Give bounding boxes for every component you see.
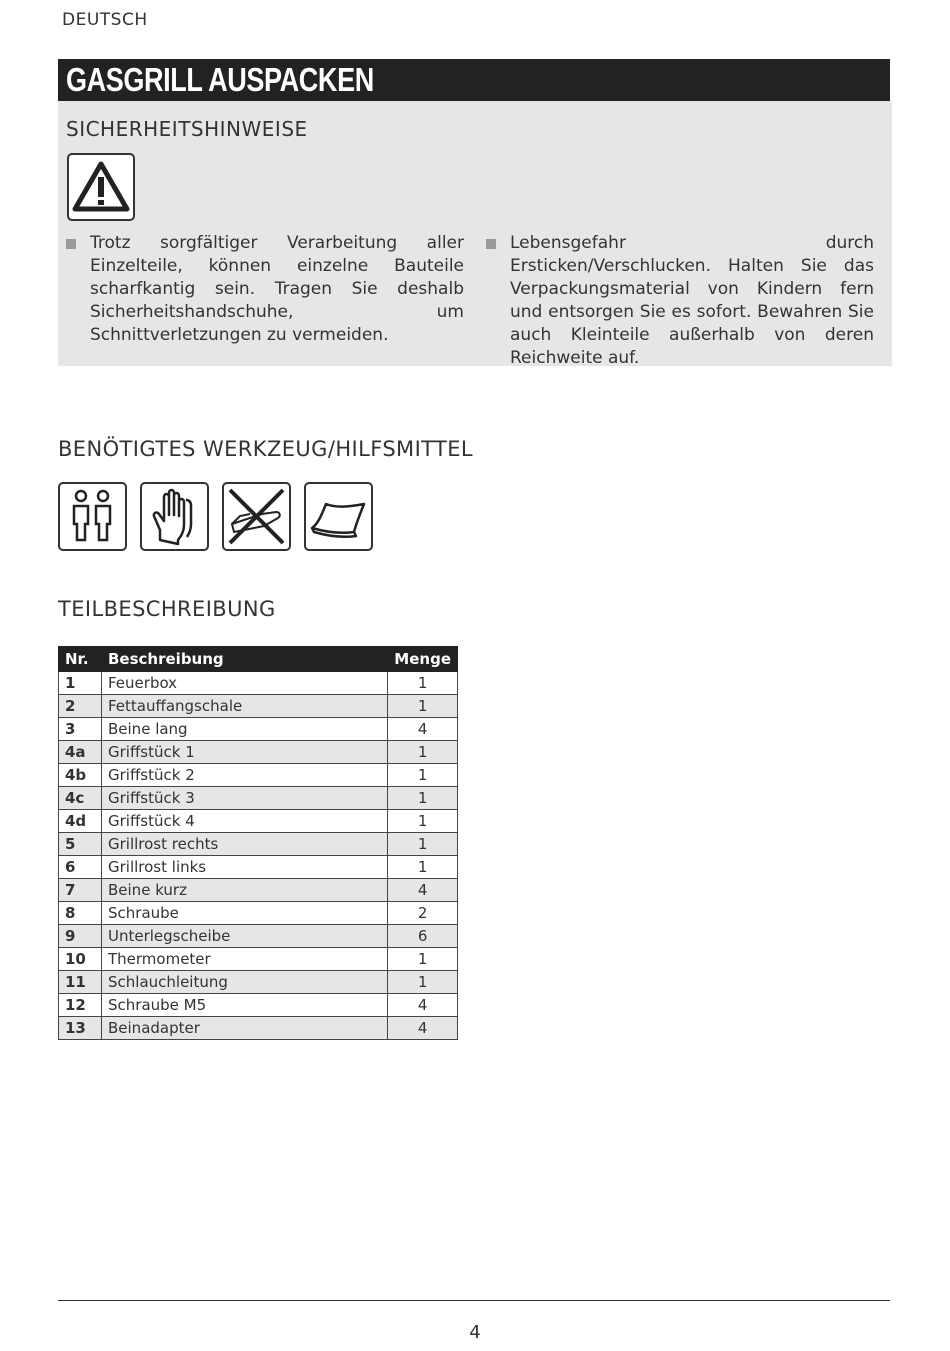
table-row [59,787,458,810]
cell-quantity: 1 [388,764,458,787]
table-row [59,810,458,833]
page-title-bar [58,59,890,101]
safety-bullet-text: Lebensgefahr durch Ersticken/Verschlucken. Halten Sie das Verpackungsmaterial von Kindern fern und entsorgen Sie es sofort. Bewahren Sie auch Kleinteile außerhalb von deren Reichweite auf. [510,233,874,368]
cell-quantity: 1 [388,948,458,971]
cell-quantity: 1 [388,672,458,695]
two-persons-icon [58,482,127,551]
safety-gloves-icon [140,482,209,551]
table-row [59,879,458,902]
cell-description: Grillrost rechts [102,833,388,856]
table-row [59,764,458,787]
cloth-pad-icon [304,482,373,551]
table-row [59,971,458,994]
language-label: DEUTSCH [62,10,148,30]
bullet-square-icon [486,239,496,249]
cell-quantity: 1 [388,810,458,833]
cell-description: Feuerbox [102,672,388,695]
cell-description: Griffstück 1 [102,741,388,764]
cell-nr: 10 [59,948,102,971]
cell-nr: 2 [59,695,102,718]
tools-heading: BENÖTIGTES WERKZEUG/HILFSMITTEL [58,437,474,461]
cell-nr: 13 [59,1017,102,1040]
cell-description: Thermometer [102,948,388,971]
cell-quantity: 2 [388,902,458,925]
cell-description: Schraube [102,902,388,925]
cell-quantity: 1 [388,787,458,810]
table-row [59,856,458,879]
cell-description: Schlauchleitung [102,971,388,994]
cell-description: Unterlegscheibe [102,925,388,948]
cell-quantity: 1 [388,856,458,879]
cell-description: Griffstück 2 [102,764,388,787]
cell-description: Schraube M5 [102,994,388,1017]
cell-nr: 11 [59,971,102,994]
warning-triangle-icon [67,153,135,221]
table-header-row [59,647,458,672]
cell-nr: 5 [59,833,102,856]
cell-description: Beine kurz [102,879,388,902]
table-row [59,948,458,971]
page-number: 4 [469,1322,481,1343]
no-cutter-knife-icon [222,482,291,551]
page-title: GASGRILL AUSPACKEN [66,61,374,98]
cell-description: Beine lang [102,718,388,741]
cell-quantity: 1 [388,695,458,718]
cell-nr: 8 [59,902,102,925]
cell-nr: 12 [59,994,102,1017]
cell-nr: 7 [59,879,102,902]
table-row [59,994,458,1017]
cell-nr: 6 [59,856,102,879]
parts-table [58,646,458,1040]
safety-bullet-text: Trotz sorgfältiger Verarbeitung aller Einzelteile, können einzelne Bauteile scharfkantig sein. Tragen Sie deshalb Sicherheitshandschuhe, um Schnittverletzungen zu vermeiden. [90,233,464,345]
table-row [59,741,458,764]
footer-divider [58,1300,890,1301]
cell-quantity: 4 [388,994,458,1017]
cell-description: Grillrost links [102,856,388,879]
safety-bullet-1 [66,232,464,347]
safety-heading: SICHERHEITSHINWEISE [66,117,308,141]
header-quantity: Menge [388,647,458,672]
safety-notice-box [58,101,892,366]
cell-description: Griffstück 4 [102,810,388,833]
cell-quantity: 4 [388,879,458,902]
parts-heading: TEILBESCHREIBUNG [58,597,276,621]
bullet-square-icon [66,239,76,249]
cell-nr: 4c [59,787,102,810]
cell-quantity: 1 [388,741,458,764]
header-description: Beschreibung [102,647,388,672]
cell-quantity: 4 [388,1017,458,1040]
table-row [59,925,458,948]
cell-nr: 4d [59,810,102,833]
header-nr: Nr. [59,647,102,672]
table-row [59,695,458,718]
cell-nr: 9 [59,925,102,948]
cell-quantity: 6 [388,925,458,948]
safety-bullet-2 [486,232,874,370]
table-row [59,672,458,695]
table-row [59,833,458,856]
cell-nr: 4b [59,764,102,787]
cell-nr: 4a [59,741,102,764]
cell-quantity: 4 [388,718,458,741]
table-row [59,718,458,741]
cell-description: Fettauffangschale [102,695,388,718]
cell-nr: 1 [59,672,102,695]
parts-table-body [59,672,458,1040]
cell-quantity: 1 [388,833,458,856]
cell-description: Griffstück 3 [102,787,388,810]
table-row [59,1017,458,1040]
cell-nr: 3 [59,718,102,741]
table-row [59,902,458,925]
cell-description: Beinadapter [102,1017,388,1040]
cell-quantity: 1 [388,971,458,994]
